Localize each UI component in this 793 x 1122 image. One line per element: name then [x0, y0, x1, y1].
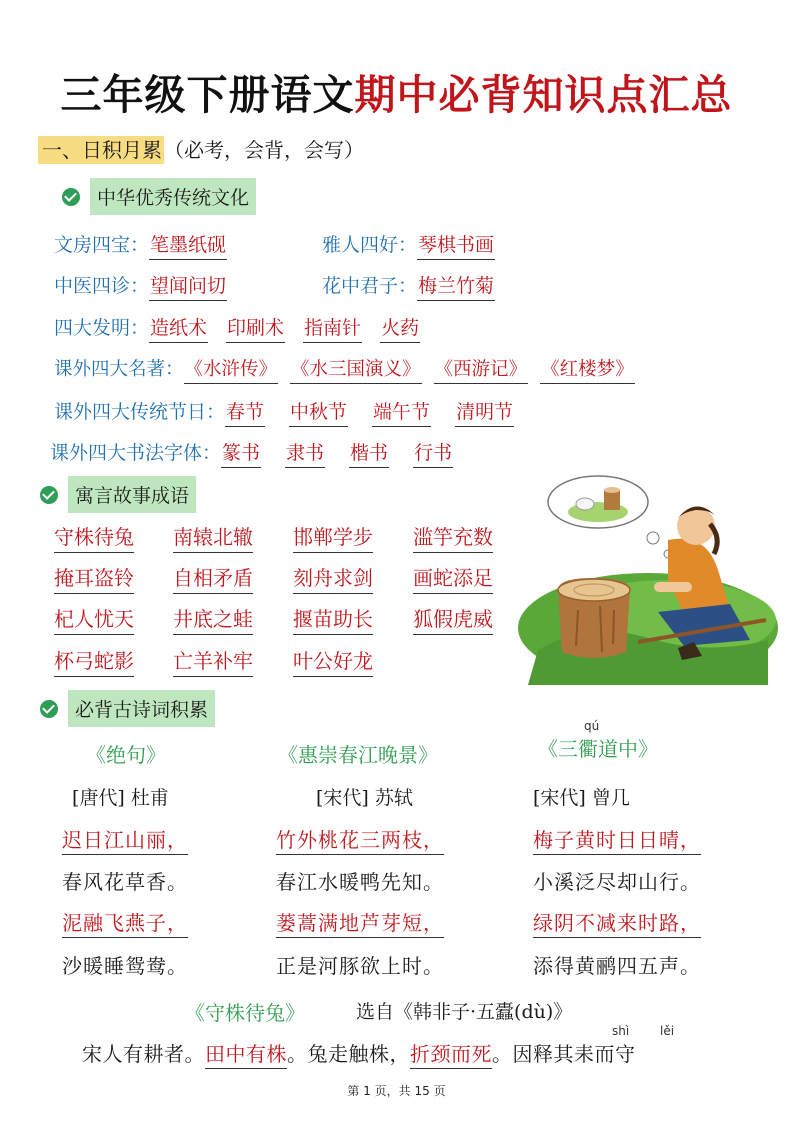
- culture-row: [322, 230, 513, 260]
- check-icon: [62, 188, 80, 206]
- row-value: 清明节: [455, 397, 514, 427]
- text-segment: 。因释其耒而守: [492, 1042, 636, 1066]
- poem-title: 《三衢道中》: [538, 737, 658, 761]
- pinyin-annotation: qú: [584, 719, 600, 733]
- idiom-item: 叶公好龙: [293, 645, 373, 677]
- idioms-heading-label: 寓言故事成语: [68, 476, 196, 513]
- poem-line: [276, 907, 444, 936]
- row-value: 篆书: [221, 438, 261, 468]
- poem-line: 添得黄鹂四五声。: [533, 954, 701, 978]
- classical-source: 选自《韩非子·五蠹(dù)》: [356, 1001, 573, 1023]
- culture-heading-label: 中华优秀传统文化: [90, 178, 256, 215]
- farmer-stump-illustration: [518, 470, 780, 685]
- row-value: 行书: [413, 438, 453, 468]
- idiom-item: 画蛇添足: [413, 562, 493, 594]
- poem-line: [533, 824, 701, 853]
- idiom-item: 自相矛盾: [173, 562, 253, 594]
- culture-row: [54, 230, 245, 260]
- idiom-item: 杯弓蛇影: [54, 645, 134, 677]
- row-label: 雅人四好：: [322, 234, 418, 256]
- poem-line-text: 迟日江山丽，: [62, 828, 188, 855]
- culture-row: [54, 355, 635, 384]
- idiom-item: 守株待兔: [54, 521, 134, 553]
- poem-author: [宋代] 苏轼: [316, 787, 413, 809]
- idiom-item: 掩耳盗铃: [54, 562, 134, 594]
- row-label: 文房四宝：: [54, 234, 150, 256]
- poem-line: 春风花草香。: [62, 870, 188, 894]
- check-icon: [40, 700, 58, 718]
- idiom-item: 井底之蛙: [173, 603, 253, 635]
- row-value: 端午节: [372, 397, 431, 427]
- culture-row: [54, 313, 438, 343]
- culture-row: [54, 397, 532, 427]
- poem-line-text: 梅子黄时日日晴，: [533, 828, 701, 855]
- poem-line-text: 蒌蒿满地芦芽短，: [276, 911, 444, 938]
- row-value: 《水浒传》: [184, 355, 279, 384]
- title-black: 三年级下册语文: [60, 71, 355, 119]
- section-heading: [38, 134, 364, 163]
- poem-line: [62, 907, 188, 936]
- culture-row: [54, 271, 245, 301]
- idiom-item: 南辕北辙: [173, 521, 253, 553]
- row-label: 课外四大传统节日：: [54, 401, 226, 423]
- poems-heading: [40, 690, 215, 727]
- row-value: 印刷术: [226, 313, 285, 343]
- classical-title: 《守株待兔》: [185, 1001, 305, 1025]
- row-value: 造纸术: [149, 313, 208, 343]
- row-value: 笔墨纸砚: [149, 230, 227, 260]
- poem-author: [唐代] 杜甫: [72, 787, 169, 809]
- row-value: 《西游记》: [434, 355, 529, 384]
- section-label: 一、日积月累: [38, 136, 164, 164]
- idiom-item: 杞人忧天: [54, 603, 134, 635]
- poems-heading-label: 必背古诗词积累: [68, 690, 215, 727]
- idiom-item: 滥竽充数: [413, 521, 493, 553]
- poem-title: 《绝句》: [86, 743, 166, 767]
- pinyin-annotation: shì: [612, 1024, 630, 1038]
- row-label: 中医四诊：: [54, 275, 150, 297]
- check-icon: [40, 486, 58, 504]
- row-label: 花中君子：: [322, 275, 418, 297]
- idiom-item: 邯郸学步: [293, 521, 373, 553]
- poem-line-text: 竹外桃花三两枝，: [276, 828, 444, 855]
- poem-line-text: 绿阴不减来时路，: [533, 911, 701, 938]
- classical-text: [82, 1038, 636, 1067]
- text-segment-highlight: 田中有株: [205, 1042, 287, 1069]
- idiom-item: 亡羊补牢: [173, 645, 253, 677]
- idiom-item: 揠苗助长: [293, 603, 373, 635]
- text-segment: 。兔走触株，: [287, 1042, 410, 1066]
- idiom-item: 狐假虎威: [413, 603, 493, 635]
- poem-line: [62, 824, 188, 853]
- poem-author: [宋代] 曾几: [533, 787, 630, 809]
- pinyin-annotation: lěi: [660, 1024, 675, 1038]
- row-value: 中秋节: [289, 397, 348, 427]
- culture-row: [322, 271, 513, 301]
- poem-line: 沙暖睡鸳鸯。: [62, 954, 188, 978]
- text-segment-highlight: 折颈而死: [410, 1042, 492, 1069]
- poem-line-text: 泥融飞燕子，: [62, 911, 188, 938]
- row-value: 春节: [225, 397, 265, 427]
- text-segment: 宋人有耕者。: [82, 1042, 205, 1066]
- culture-heading: [62, 178, 256, 215]
- row-value: 指南针: [303, 313, 362, 343]
- poem-line: 春江水暖鸭先知。: [276, 870, 444, 894]
- row-value: 楷书: [349, 438, 389, 468]
- page-title: [0, 62, 793, 121]
- row-value: 《水三国演义》: [290, 355, 422, 384]
- row-value: 《红楼梦》: [540, 355, 635, 384]
- poem-line: [276, 824, 444, 853]
- poem-line: [533, 907, 701, 936]
- row-label: 课外四大名著：: [54, 359, 184, 380]
- row-value: 火药: [380, 313, 420, 343]
- page-footer: 第 1 页，共 15 页: [347, 1084, 446, 1098]
- row-value: 琴棋书画: [417, 230, 495, 260]
- idiom-item: 刻舟求剑: [293, 562, 373, 594]
- row-value: 望闻问切: [149, 271, 227, 301]
- row-label: 课外四大书法字体：: [50, 442, 222, 464]
- poem-line: 小溪泛尽却山行。: [533, 870, 701, 894]
- title-red: 期中必背知识点汇总: [354, 71, 733, 119]
- row-value: 隶书: [285, 438, 325, 468]
- section-note: （必考，会背，会写）: [164, 138, 364, 162]
- idioms-heading: [40, 476, 196, 513]
- row-value: 梅兰竹菊: [417, 271, 495, 301]
- row-label: 四大发明：: [54, 317, 150, 339]
- poem-title: 《惠崇春江晚景》: [278, 743, 438, 767]
- poem-line: 正是河豚欲上时。: [276, 954, 444, 978]
- culture-row: [50, 438, 471, 468]
